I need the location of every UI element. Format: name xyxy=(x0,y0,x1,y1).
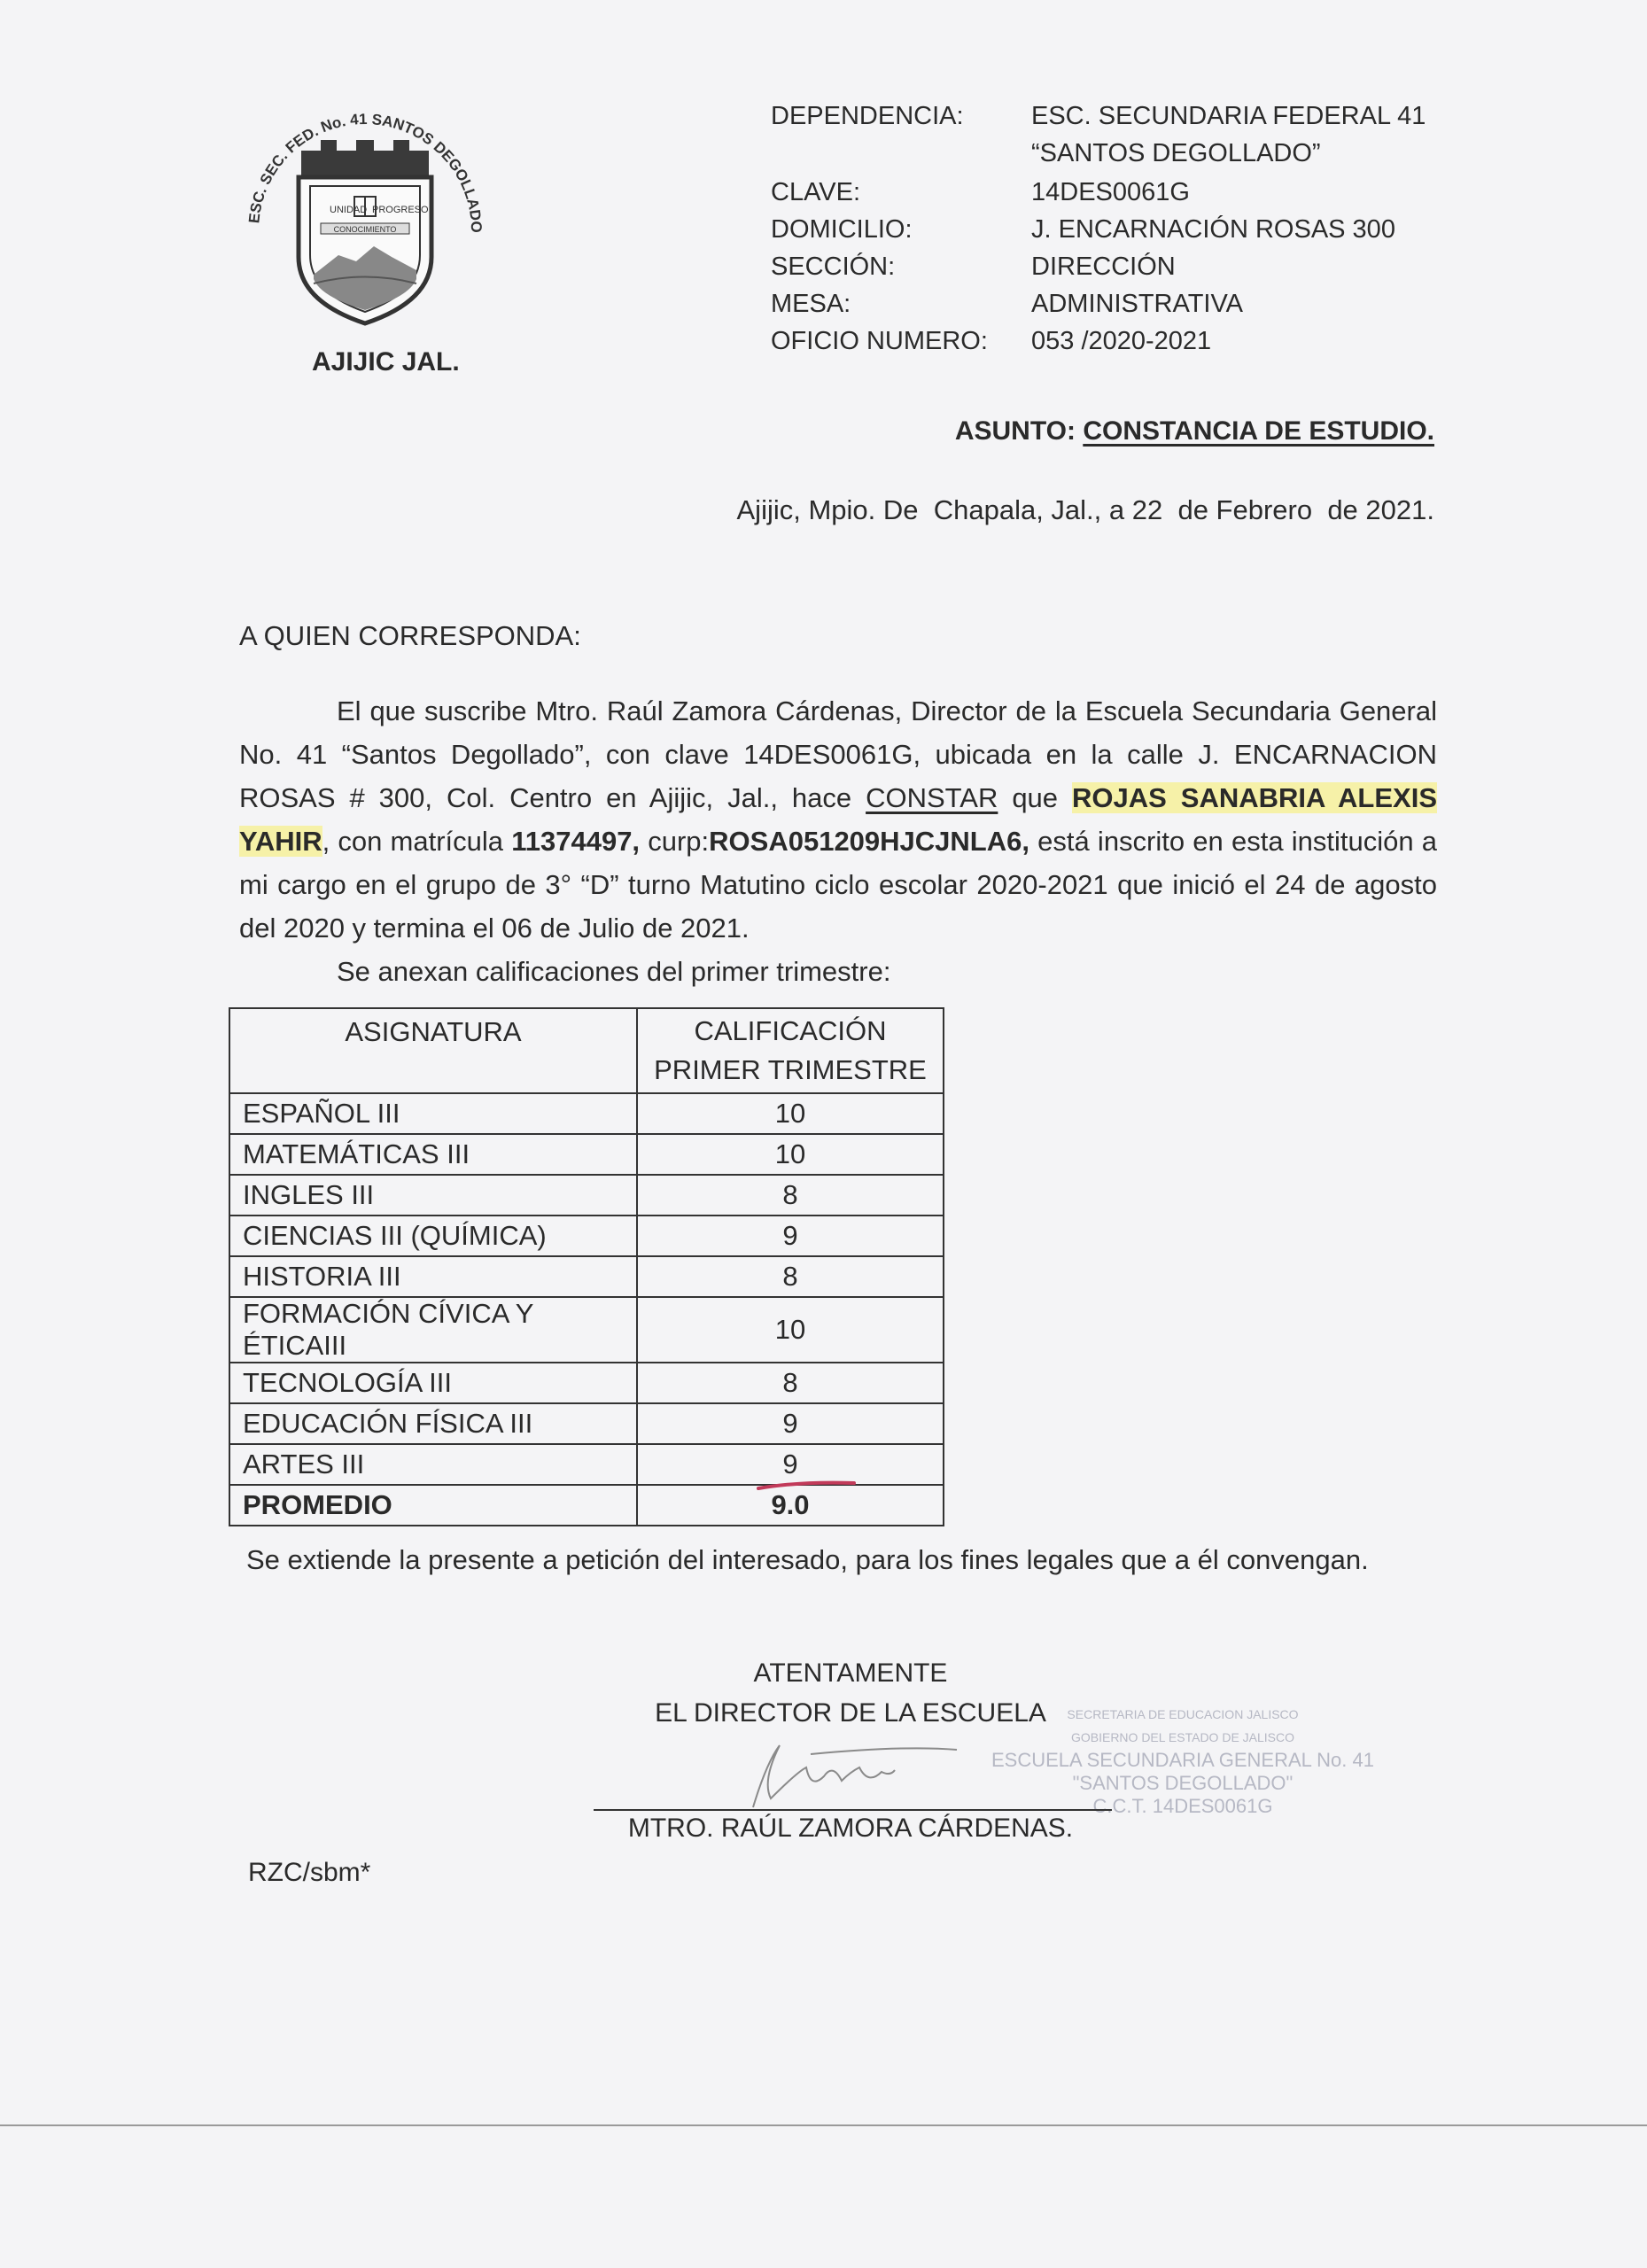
logo-ring-text: ESC. SEC. FED. No. 41 SANTOS DEGOLLADO xyxy=(245,110,486,234)
body-paragraph-1 xyxy=(239,689,1437,950)
logo-motto-left: UNIDAD xyxy=(330,205,368,215)
subject-cell: ARTES III xyxy=(229,1444,637,1485)
seccion-label: SECCIÓN: xyxy=(771,252,896,281)
subject-cell: INGLES III xyxy=(229,1175,637,1216)
domicilio-label: DOMICILIO: xyxy=(771,215,913,244)
col-asignatura: ASIGNATURA xyxy=(229,1008,637,1093)
col-calificacion-line2: PRIMER TRIMESTRE xyxy=(654,1054,927,1085)
dependencia-label: DEPENDENCIA: xyxy=(771,102,964,130)
subject-cell: EDUCACIÓN FÍSICA III xyxy=(229,1403,637,1444)
average-label: PROMEDIO xyxy=(229,1485,637,1526)
col-calificacion xyxy=(637,1008,944,1093)
signature-line xyxy=(594,1809,1112,1811)
body-text xyxy=(239,689,1437,993)
stamp-line-1: SECRETARIA DE EDUCACION JALISCO xyxy=(1067,1707,1299,1721)
asunto xyxy=(955,416,1434,447)
grade-cell: 10 xyxy=(637,1297,944,1363)
dependencia-label-cont xyxy=(771,135,1031,172)
table-row xyxy=(229,1134,944,1175)
subject-cell: HISTORIA III xyxy=(229,1256,637,1297)
curp-value: ROSA051209HJCJNLA6, xyxy=(709,826,1029,857)
oficio-value: 053 /2020-2021 xyxy=(1031,327,1212,355)
stamp-line-5: C.C.T. 14DES0061G xyxy=(1092,1795,1273,1817)
clave-label: CLAVE: xyxy=(771,178,861,206)
oficio-label: OFICIO NUMERO: xyxy=(771,327,988,355)
header-row xyxy=(771,135,1426,172)
dependencia-value-cont: “SANTOS DEGOLLADO” xyxy=(1031,139,1321,167)
grade-cell: 8 xyxy=(637,1363,944,1403)
mesa-value: ADMINISTRATIVA xyxy=(1031,290,1243,318)
header-row xyxy=(771,248,1426,285)
table-row xyxy=(229,1175,944,1216)
dependencia-value: ESC. SECUNDARIA FEDERAL 41 xyxy=(1031,102,1426,130)
table-row xyxy=(229,1216,944,1256)
average-value: 9.0 xyxy=(771,1489,810,1520)
logo-caption: AJIJIC JAL. xyxy=(312,347,460,377)
mesa-label: MESA: xyxy=(771,290,851,318)
atentamente: ATENTAMENTE xyxy=(753,1658,948,1688)
seccion-value: DIRECCIÓN xyxy=(1031,252,1176,281)
table-header-row xyxy=(229,1008,944,1093)
constar-word: CONSTAR xyxy=(866,782,998,813)
body-text-a: El que suscribe Mtro. Raúl Zamora Cárdenas, Director de la Escuela Secundaria General No. 41 “Santos Degollado”, con clave 14DES0061G, ubicada en la calle J. ENCARNACION ROSAS # 300, Col. Centro en Ajijic, Jal., hace xyxy=(239,695,1437,813)
director-name: MTRO. RAÚL ZAMORA CÁRDENAS. xyxy=(627,1814,1074,1843)
body-paragraph-2: Se anexan calificaciones del primer trimestre: xyxy=(337,956,891,987)
student-name: ROJAS SANABRIA ALEXIS YAHIR xyxy=(239,782,1437,857)
school-logo xyxy=(232,97,498,328)
logo-motto-right: PROGRESO xyxy=(372,205,429,215)
stamp-line-2: GOBIERNO DEL ESTADO DE JALISCO xyxy=(1070,1730,1295,1744)
matricula-value: 11374497, xyxy=(511,826,641,857)
subject-cell: FORMACIÓN CÍVICA Y ÉTICAIII xyxy=(229,1297,637,1363)
header-row xyxy=(771,174,1426,211)
table-row xyxy=(229,1256,944,1297)
official-stamp xyxy=(983,1703,1382,1818)
table-row xyxy=(229,1093,944,1134)
asunto-label: ASUNTO: xyxy=(954,416,1076,446)
header-row xyxy=(771,211,1426,248)
director-title: EL DIRECTOR DE LA ESCUELA xyxy=(655,1698,1046,1728)
grades-table xyxy=(229,1007,944,1526)
clave-value: 14DES0061G xyxy=(1031,178,1190,206)
body-text-e: está inscrito en esta institución a mi cargo en el grupo de 3° “D” turno Matutino ciclo escolar 2020-2021 que inició el 24 de agosto del 2020 y termina el 06 de Julio de 2021. xyxy=(239,826,1437,944)
table-row xyxy=(229,1363,944,1403)
grade-cell: 10 xyxy=(637,1093,944,1134)
grade-cell: 8 xyxy=(637,1175,944,1216)
grade-cell: 9 xyxy=(637,1216,944,1256)
grade-cell: 9 xyxy=(637,1403,944,1444)
body-text-c: , con matrícula xyxy=(322,826,512,857)
page-edge-line xyxy=(0,2124,1647,2126)
logo-banner: CONOCIMIENTO xyxy=(333,225,397,234)
header-row xyxy=(771,285,1426,322)
salutation: A QUIEN CORRESPONDA: xyxy=(239,620,581,651)
asunto-value: CONSTANCIA DE ESTUDIO. xyxy=(1083,416,1434,446)
stamp-line-4: "SANTOS DEGOLLADO" xyxy=(1072,1772,1294,1794)
grade-cell: 8 xyxy=(637,1256,944,1297)
crest-icon xyxy=(232,97,498,328)
date-line: Ajijic, Mpio. De Chapala, Jal., a 22 de Febrero de 2021. xyxy=(736,494,1434,525)
table-row xyxy=(229,1403,944,1444)
domicilio-value: J. ENCARNACIÓN ROSAS 300 xyxy=(1031,215,1395,244)
grade-cell: 9 xyxy=(637,1444,944,1485)
body-text-d: curp: xyxy=(640,826,710,857)
subject-cell: TECNOLOGÍA III xyxy=(229,1363,637,1403)
table-row xyxy=(229,1297,944,1363)
handwritten-signature xyxy=(726,1736,992,1816)
header-row xyxy=(771,322,1426,360)
subject-cell: CIENCIAS III (QUÍMICA) xyxy=(229,1216,637,1256)
pen-underline-mark xyxy=(755,1476,861,1494)
header-row xyxy=(771,97,1426,135)
header-info xyxy=(771,97,1426,360)
stamp-line-3: ESCUELA SECUNDARIA GENERAL No. 41 xyxy=(991,1749,1374,1771)
grade-cell: 10 xyxy=(637,1134,944,1175)
subject-cell: ESPAÑOL III xyxy=(229,1093,637,1134)
closing-paragraph: Se extiende la presente a petición del interesado, para los fines legales que a él convengan. xyxy=(246,1544,1369,1575)
reference-initials: RZC/sbm* xyxy=(248,1858,371,1887)
subject-cell: MATEMÁTICAS III xyxy=(229,1134,637,1175)
body-text-b: que xyxy=(998,782,1072,813)
col-calificacion-line1: CALIFICACIÓN xyxy=(694,1015,887,1046)
